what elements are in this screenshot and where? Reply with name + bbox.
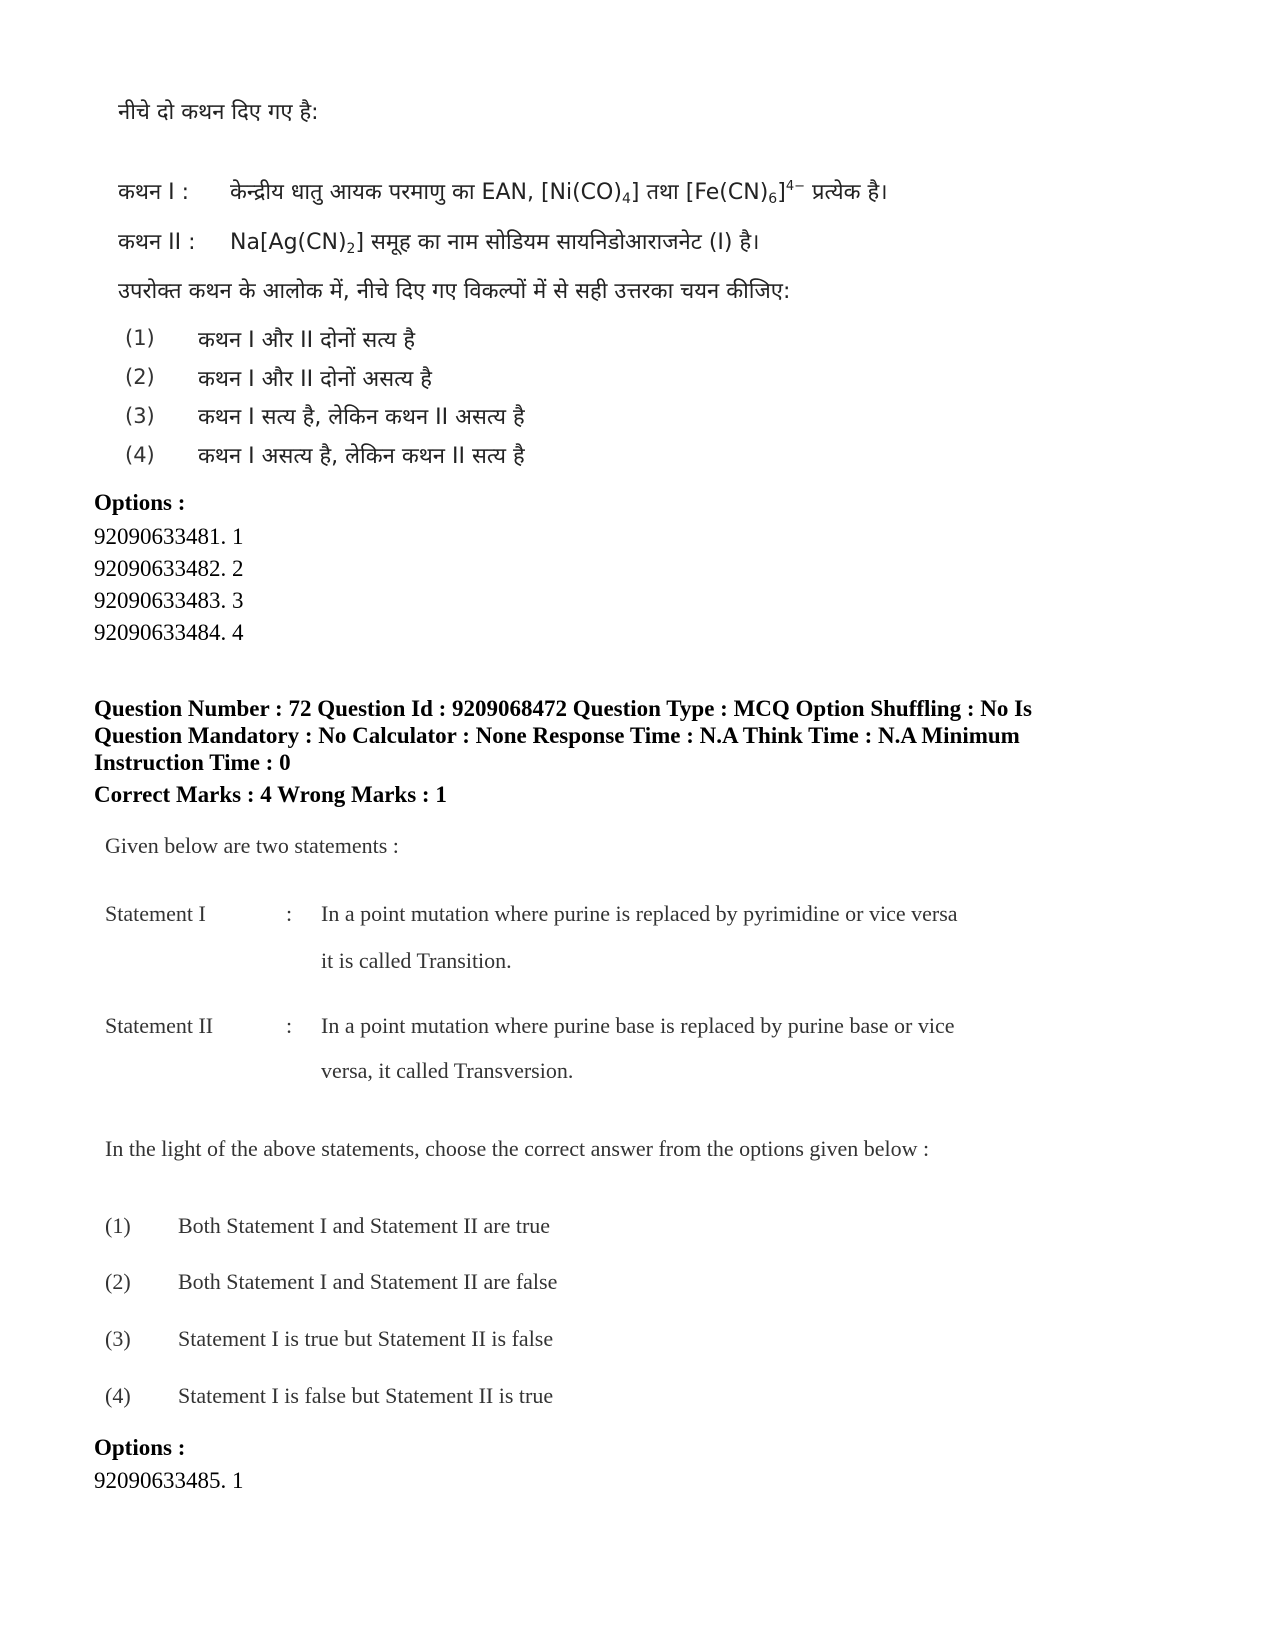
question-marks: Correct Marks : 4 Wrong Marks : 1 bbox=[94, 782, 447, 807]
option-item: 92090633485. 1 bbox=[94, 1468, 244, 1493]
english-statement2-line2: versa, it called Transversion. bbox=[321, 1058, 574, 1083]
english-statement1-colon: : bbox=[286, 901, 293, 926]
option-item: 92090633482. 2 bbox=[94, 556, 244, 581]
english-statement1-label: Statement I bbox=[105, 901, 206, 926]
english-choice-2-num: (2) bbox=[105, 1269, 131, 1294]
question-meta-line2: Question Mandatory : No Calculator : None Response Time : N.A Think Time : N.A Minimum bbox=[94, 723, 1020, 748]
hindi-statement2-label: कथन II : bbox=[118, 230, 196, 255]
hindi-prompt: उपरोक्त कथन के आलोक में, नीचे दिए गए विकल्पों में से सही उत्तरका चयन कीजिए: bbox=[118, 279, 791, 304]
hindi-choice-2-num: (2) bbox=[125, 365, 155, 389]
options-heading-2: Options : bbox=[94, 1435, 186, 1460]
english-choice-1-text: Both Statement I and Statement II are true bbox=[178, 1213, 551, 1238]
hindi-statement1-text: केन्द्रीय धातु आयक परमाणु का EAN, $[Ni(CO)_4]$ तथा $[Fe(CN)_6]^{4-}$ प्रत्येक है। bbox=[230, 179, 888, 207]
english-statement2-label: Statement II bbox=[105, 1013, 214, 1038]
hindi-choice-1-text: कथन I और II दोनों सत्य है bbox=[198, 328, 416, 353]
hindi-choice-1-num: (1) bbox=[125, 326, 155, 350]
options-heading-1: Options : bbox=[94, 490, 186, 515]
english-choice-4-text: Statement I is false but Statement II is true bbox=[178, 1383, 554, 1408]
option-item: 92090633481. 1 bbox=[94, 524, 244, 549]
hindi-choice-4-num: (4) bbox=[125, 443, 155, 467]
english-choice-1-num: (1) bbox=[105, 1213, 131, 1238]
hindi-intro: नीचे दो कथन दिए गए है: bbox=[118, 100, 319, 125]
english-prompt: In the light of the above statements, choose the correct answer from the options given below : bbox=[105, 1136, 930, 1161]
question-meta-line1: Question Number : 72 Question Id : 9209068472 Question Type : MCQ Option Shuffling : No Is bbox=[94, 696, 1033, 721]
option-item: 92090633483. 3 bbox=[94, 588, 244, 613]
hindi-statement1-label: कथन I : bbox=[118, 180, 190, 205]
english-statement1-line2: it is called Transition. bbox=[321, 948, 512, 973]
hindi-choice-4-text: कथन I असत्य है, लेकिन कथन II सत्य है bbox=[198, 444, 525, 469]
hindi-choice-3-num: (3) bbox=[125, 404, 155, 428]
english-choice-3-text: Statement I is true but Statement II is false bbox=[178, 1326, 554, 1351]
english-statement2-line1: In a point mutation where purine base is replaced by purine base or vice bbox=[321, 1013, 955, 1038]
english-statement1-line1: In a point mutation where purine is replaced by pyrimidine or vice versa bbox=[321, 901, 958, 926]
question-meta-line3: Instruction Time : 0 bbox=[94, 750, 291, 775]
hindi-choice-2-text: कथन I और II दोनों असत्य है bbox=[198, 367, 432, 392]
hindi-statement2-text: $Na[Ag(CN)_2]$ समूह का नाम सोडियम सायनिडोआराजनेट (I) है। bbox=[230, 230, 760, 257]
hindi-choice-3-text: कथन I सत्य है, लेकिन कथन II असत्य है bbox=[198, 405, 525, 430]
english-choice-2-text: Both Statement I and Statement II are false bbox=[178, 1269, 558, 1294]
english-choice-4-num: (4) bbox=[105, 1383, 131, 1408]
english-statement2-colon: : bbox=[286, 1013, 293, 1038]
option-item: 92090633484. 4 bbox=[94, 620, 244, 645]
english-intro: Given below are two statements : bbox=[105, 833, 399, 858]
english-choice-3-num: (3) bbox=[105, 1326, 131, 1351]
